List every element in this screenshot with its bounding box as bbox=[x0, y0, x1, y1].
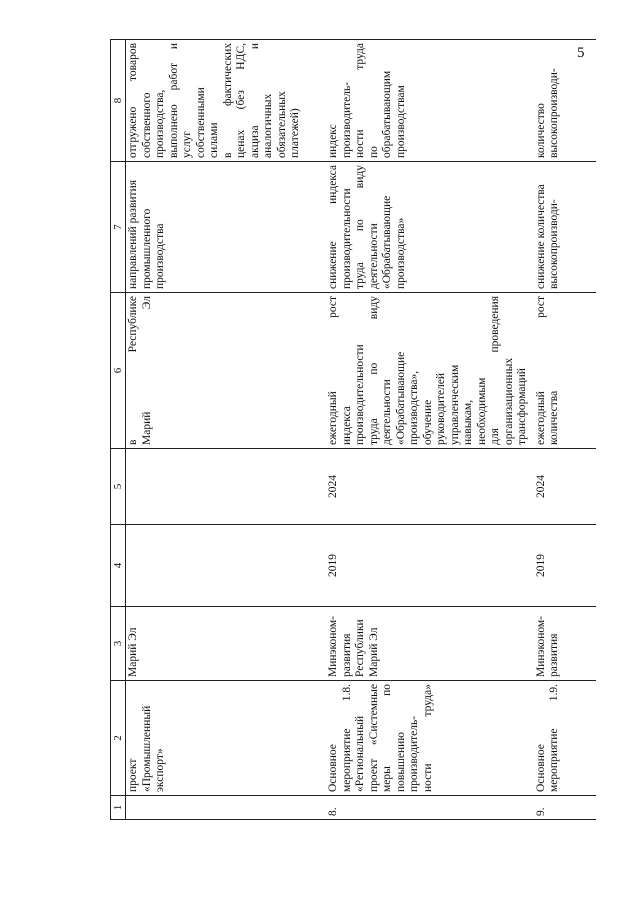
header-cell: 8 bbox=[111, 40, 126, 162]
header-cell: 1 bbox=[111, 796, 126, 820]
end-year: 2024 bbox=[531, 449, 596, 525]
page-number: 5 bbox=[577, 45, 585, 61]
header-cell: 3 bbox=[111, 607, 126, 681]
header-cell: 4 bbox=[111, 525, 126, 607]
header-row bbox=[111, 40, 126, 820]
header-cell: 2 bbox=[111, 681, 126, 796]
table-row bbox=[531, 40, 596, 820]
header-cell: 5 bbox=[111, 449, 126, 525]
header-cell: 7 bbox=[111, 162, 126, 293]
indicator: количество высокопроизводи- bbox=[531, 40, 596, 162]
indicator: отгружено товаров собственного производства, выполнено работ и услуг собственными силами в фактических ценах (без НДС, акциза и аналогичных обязательных платежей) bbox=[126, 40, 324, 162]
expected-result: в Республике Марий Эл bbox=[126, 293, 324, 449]
end-year bbox=[126, 449, 324, 525]
header-cell: 6 bbox=[111, 293, 126, 449]
program-measures-table bbox=[110, 39, 596, 820]
table-row bbox=[323, 40, 531, 820]
table-row bbox=[126, 40, 324, 820]
non-implementation-consequence: направлений развития промышленного производства bbox=[126, 162, 324, 293]
end-year: 2024 bbox=[323, 449, 531, 525]
executor: Минэконом- развития Республики Марий Эл bbox=[323, 607, 531, 681]
measure-name: проект «Промышленный экспорт» bbox=[126, 681, 324, 796]
start-year: 2019 bbox=[531, 525, 596, 607]
expected-result: ежегодный рост индекса производительности труда по виду деятельности «Обрабатывающие производства», обучение руководителей управленческим навыкам, необходимым для проведения организационных трансформаций bbox=[323, 293, 531, 449]
row-number: 8. bbox=[323, 796, 531, 820]
expected-result: ежегодный рост количества bbox=[531, 293, 596, 449]
measure-name: Основное мероприятие 1.8. «Региональный проект «Системные меры по повышению производитель- ности труда» bbox=[323, 681, 531, 796]
non-implementation-consequence: снижение количества высокопроизводи- bbox=[531, 162, 596, 293]
indicator: индекс производитель- ности труда по обрабатывающим производствам bbox=[323, 40, 531, 162]
executor: Марий Эл bbox=[126, 607, 324, 681]
start-year: 2019 bbox=[323, 525, 531, 607]
row-number bbox=[126, 796, 324, 820]
executor: Минэконом- развития bbox=[531, 607, 596, 681]
non-implementation-consequence: снижение индекса производительности труда по виду деятельности «Обрабатывающие производства» bbox=[323, 162, 531, 293]
row-number: 9. bbox=[531, 796, 596, 820]
measure-name: Основное мероприятие 1.9. bbox=[531, 681, 596, 796]
start-year bbox=[126, 525, 324, 607]
rotated-table-container bbox=[110, 40, 639, 820]
